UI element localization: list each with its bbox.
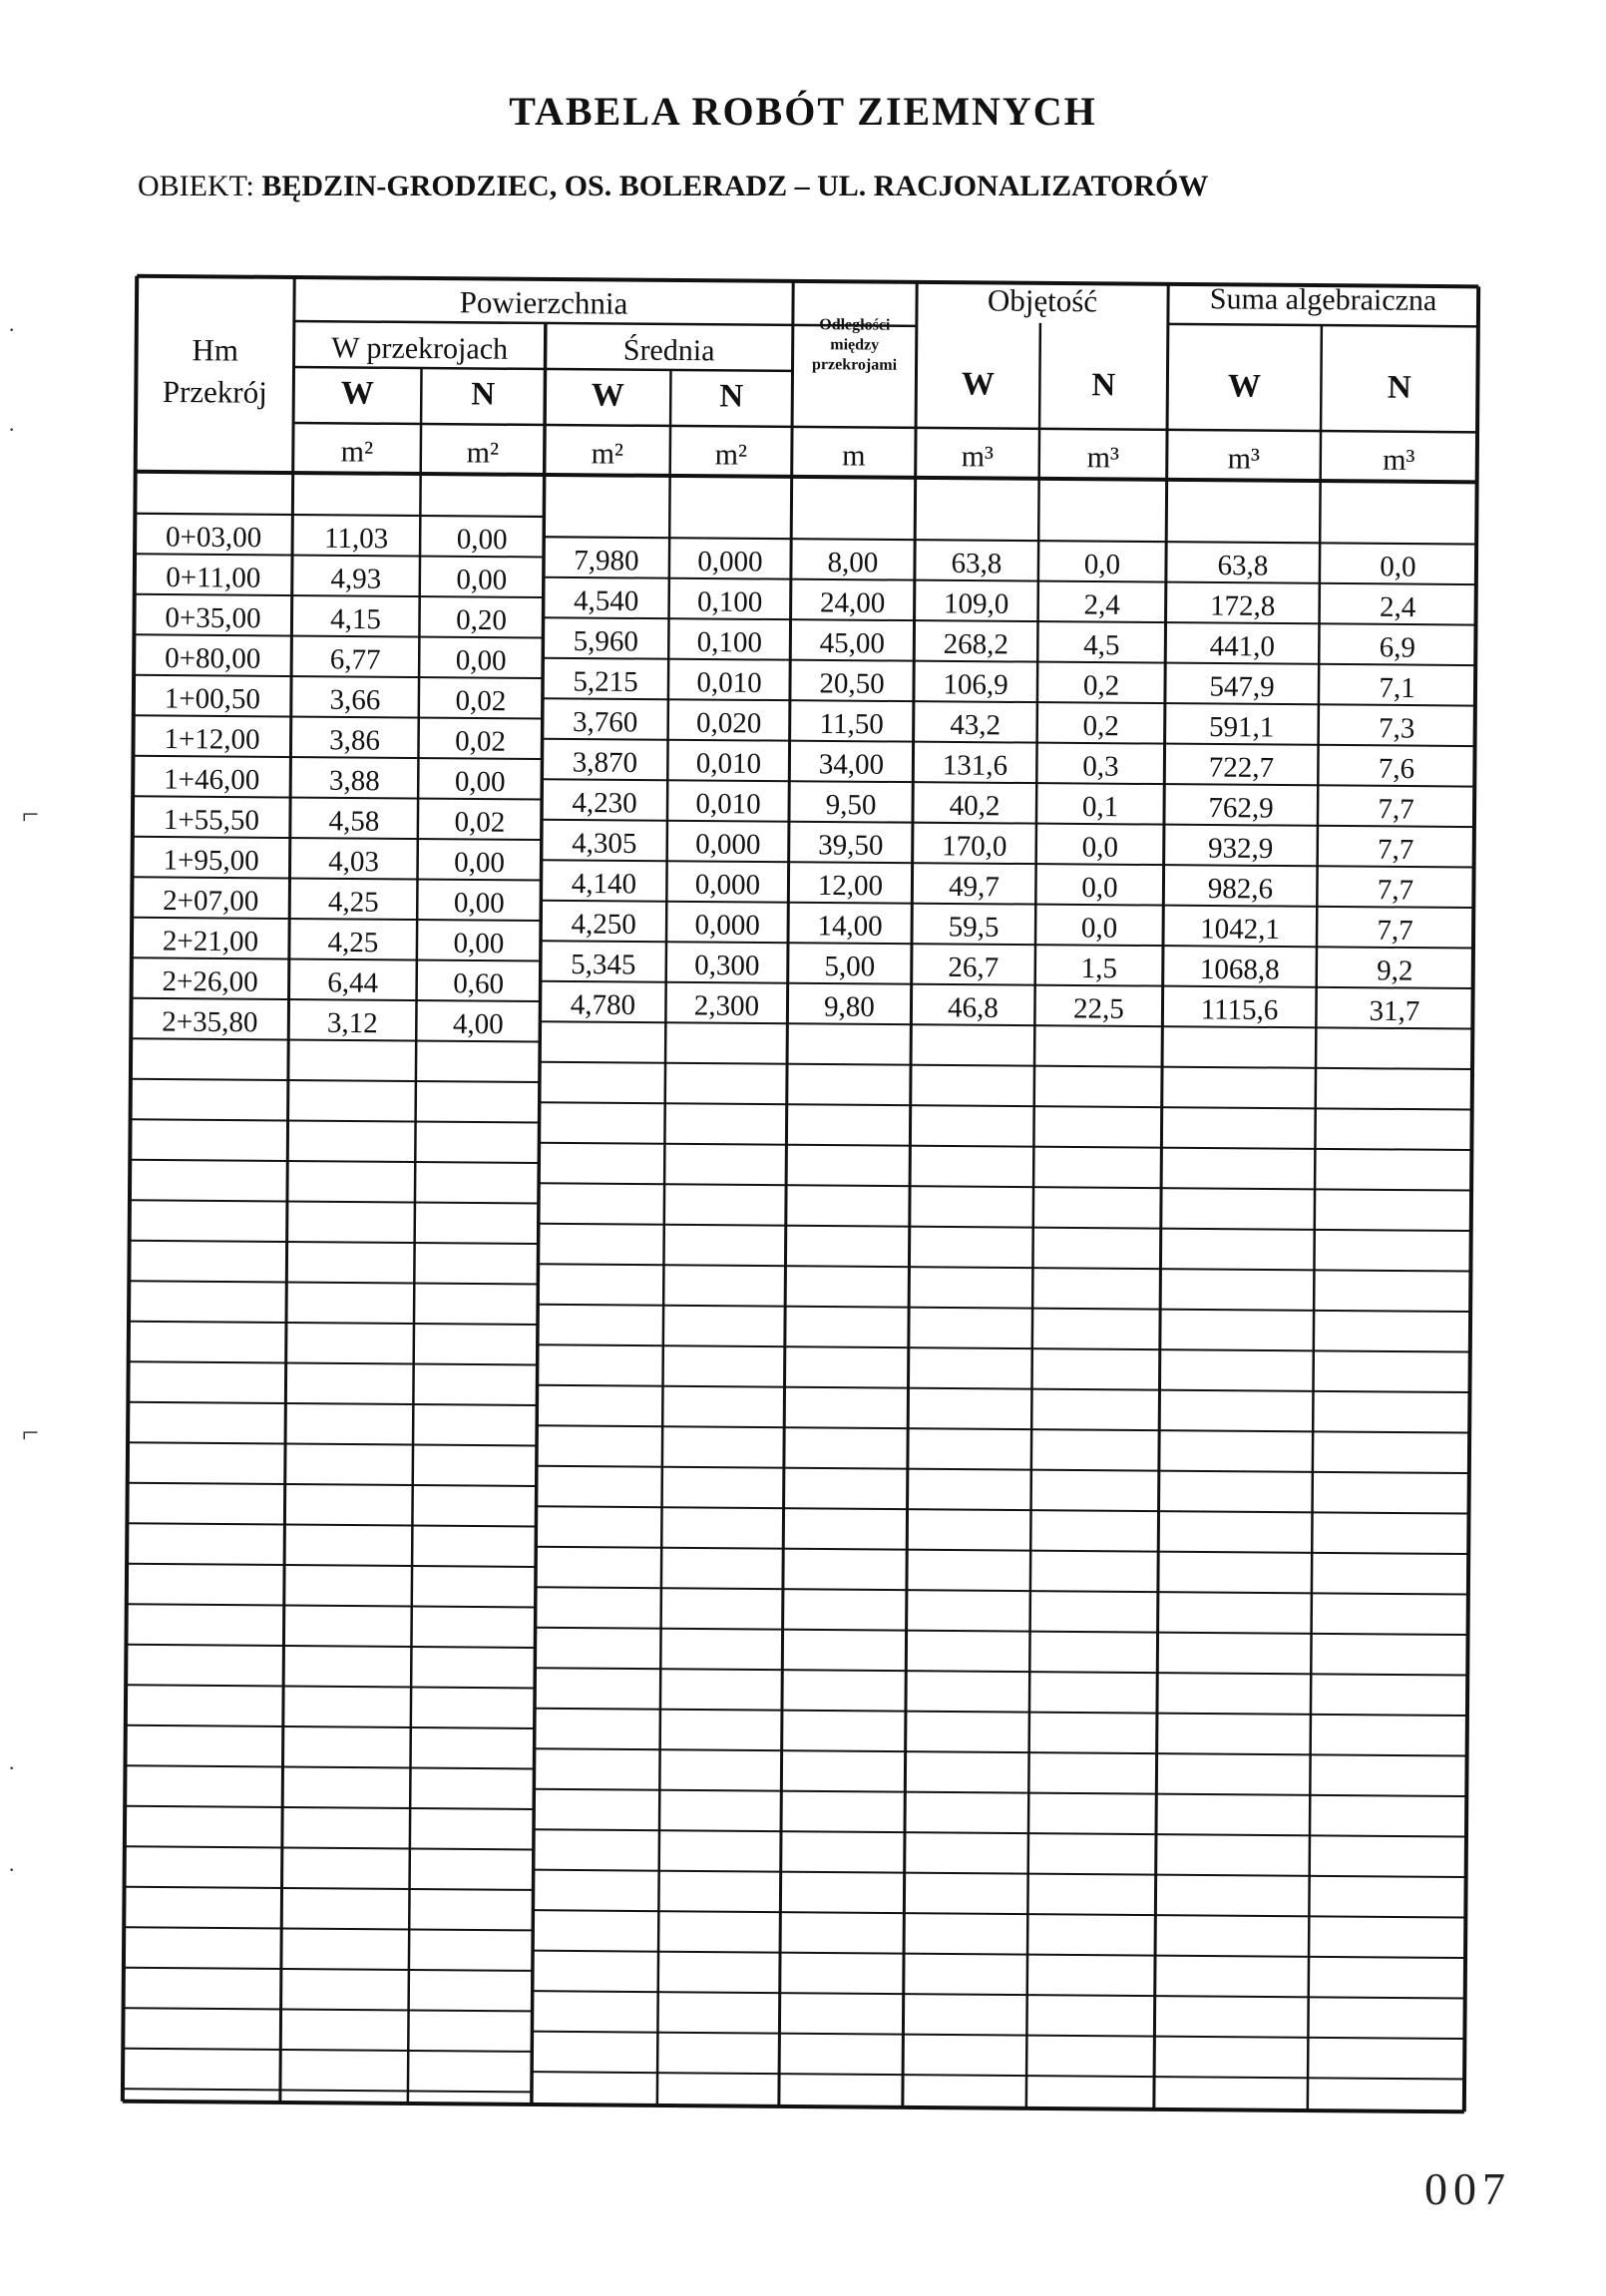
cell-volume-w: 170,0	[942, 830, 1007, 863]
cell-area-n: 0,00	[453, 927, 505, 960]
row-line	[542, 860, 1474, 867]
header-w-col: W	[591, 377, 624, 414]
cell-volume-n: 22,5	[1072, 992, 1124, 1025]
row-line	[533, 1951, 1465, 1958]
row-line	[538, 1344, 1470, 1351]
row-line	[130, 1241, 539, 1244]
cell-sum-n: 7,3	[1378, 712, 1415, 745]
cell-volume-n: 0,0	[1081, 831, 1119, 864]
cell-volume-n: 0,0	[1081, 871, 1118, 905]
cell-volume-w: 49,7	[948, 870, 1000, 904]
row-line	[544, 617, 1476, 624]
unit-m3: m³	[961, 440, 995, 474]
cell-area-w: 3,66	[329, 683, 381, 717]
cell-hm: 1+12,00	[164, 722, 260, 756]
row-line	[540, 1062, 1472, 1069]
cell-area-n: 4,00	[452, 1007, 504, 1041]
cell-hm: 0+03,00	[165, 521, 262, 555]
row-line	[126, 1725, 535, 1728]
cell-volume-n: 0,3	[1082, 750, 1119, 783]
cell-mean-n: 0,010	[695, 747, 762, 780]
row-line	[534, 1870, 1466, 1877]
row-line	[124, 1968, 533, 1971]
cell-hm: 0+11,00	[166, 562, 261, 594]
cell-area-n: 0,20	[456, 603, 508, 637]
header-w-col: W	[1227, 368, 1262, 405]
cell-area-w: 6,77	[329, 643, 381, 676]
header-miedzy: między	[830, 336, 880, 354]
row-line	[126, 1645, 535, 1648]
cell-sum-n: 6,9	[1379, 631, 1416, 664]
row-line	[130, 1200, 539, 1203]
row-line	[535, 1748, 1467, 1755]
cell-sum-w: 591,1	[1208, 710, 1275, 744]
cell-sum-w: 63,8	[1217, 550, 1269, 582]
row-line	[532, 2072, 1464, 2079]
cell-mean-w: 7,980	[574, 544, 639, 577]
row-line	[533, 1991, 1465, 1998]
cell-volume-w: 40,2	[949, 789, 1001, 823]
header-w-col: W	[961, 366, 996, 403]
row-line	[542, 779, 1474, 786]
cell-area-n: 0,00	[456, 564, 508, 596]
cell-mean-w: 4,140	[571, 867, 637, 901]
row-line	[127, 1523, 536, 1526]
cell-sum-w: 982,6	[1207, 872, 1274, 906]
row-line	[543, 698, 1475, 705]
row-line	[127, 1604, 536, 1607]
header-line	[294, 367, 793, 371]
cell-mean-w: 5,345	[571, 948, 636, 981]
row-line	[539, 1143, 1471, 1150]
cell-area-n: 0,00	[454, 765, 506, 799]
row-line	[128, 1483, 537, 1486]
cell-sum-n: 9,2	[1377, 955, 1413, 987]
cell-volume-w: 59,5	[948, 911, 1000, 944]
row-line	[129, 1281, 538, 1284]
cell-sum-w: 172,8	[1209, 589, 1276, 622]
header-hm: Hm	[192, 332, 239, 368]
cell-sum-w: 547,9	[1209, 670, 1275, 703]
header-odleglosci: Odległości	[819, 316, 891, 334]
cell-distance: 9,50	[825, 788, 877, 822]
column-line	[1154, 284, 1168, 2109]
cell-sum-n: 7,7	[1378, 833, 1414, 867]
cell-volume-w: 109,0	[943, 587, 1009, 620]
cell-area-n: 0,02	[455, 684, 507, 718]
unit-m3: m³	[1227, 442, 1261, 476]
row-line	[543, 658, 1475, 665]
cell-mean-n: 0,000	[697, 545, 763, 578]
column-line	[1026, 323, 1040, 2108]
cell-mean-n: 0,000	[694, 868, 761, 902]
header-n-col: N	[1387, 369, 1411, 406]
scan-mark: ⌐	[22, 798, 39, 831]
row-line	[129, 1322, 538, 1325]
cell-area-w: 4,15	[330, 602, 382, 636]
cell-volume-n: 0,0	[1080, 912, 1118, 945]
row-line	[127, 1564, 536, 1567]
cell-mean-n: 0,010	[695, 787, 761, 821]
row-line	[540, 1021, 1472, 1028]
row-line	[124, 1927, 533, 1930]
column-line	[280, 277, 294, 2103]
row-line	[124, 2008, 533, 2011]
header-line	[293, 423, 1477, 432]
page-title: TABELA ROBÓT ZIEMNYCH	[509, 89, 1097, 134]
cell-volume-n: 0,1	[1081, 790, 1119, 824]
unit-m: m	[842, 439, 866, 473]
unit-m3: m³	[1086, 441, 1120, 475]
column-line	[408, 368, 422, 2104]
cell-sum-w: 1115,6	[1200, 993, 1279, 1027]
cell-hm: 2+07,00	[163, 884, 259, 918]
cell-volume-w: 131,6	[942, 749, 1008, 782]
cell-volume-w: 63,8	[951, 547, 1003, 580]
cell-mean-w: 4,230	[572, 786, 637, 820]
cell-volume-w: 26,7	[948, 951, 1000, 984]
row-line	[538, 1385, 1470, 1392]
row-line	[537, 1425, 1469, 1432]
cell-mean-n: 0,000	[694, 909, 760, 942]
header-w-przekrojach: W przekrojach	[331, 331, 509, 366]
cell-sum-n: 7,1	[1379, 671, 1415, 705]
cell-volume-n: 0,2	[1082, 669, 1120, 702]
table-border	[1464, 286, 1478, 2111]
row-line	[544, 537, 1476, 544]
table-border	[123, 276, 137, 2102]
cell-volume-n: 4,5	[1083, 628, 1120, 662]
cell-area-w: 4,25	[327, 926, 379, 959]
cell-mean-n: 0,020	[695, 706, 762, 740]
object-prefix: OBIEKT:	[138, 170, 254, 202]
cell-area-n: 0,00	[454, 846, 506, 880]
row-line	[535, 1709, 1467, 1716]
scan-mark: ⌐	[22, 1416, 39, 1449]
row-line	[544, 577, 1476, 584]
cell-sum-n: 7,7	[1377, 874, 1414, 907]
cell-sum-w: 441,0	[1209, 629, 1276, 663]
cell-hm: 1+00,50	[164, 682, 261, 716]
cell-distance: 24,00	[819, 586, 886, 619]
row-line	[126, 1765, 535, 1768]
cell-mean-w: 5,215	[573, 665, 638, 698]
cell-area-w: 3,88	[328, 764, 380, 798]
header-n-col: N	[471, 376, 496, 413]
row-line	[532, 2032, 1464, 2039]
cell-mean-w: 4,250	[571, 908, 636, 941]
row-line	[131, 1079, 540, 1082]
header-n-col: N	[1091, 367, 1116, 404]
cell-area-n: 0,02	[455, 725, 507, 758]
cell-volume-w: 46,8	[947, 991, 999, 1024]
unit-m2: m²	[714, 438, 748, 472]
row-line	[536, 1547, 1468, 1554]
row-line	[135, 514, 544, 517]
row-line	[125, 1806, 534, 1809]
cell-hm: 1+95,00	[163, 844, 259, 878]
header-przekroj: Przekrój	[162, 373, 267, 410]
cell-distance: 8,00	[827, 546, 879, 579]
cell-area-w: 11,03	[323, 522, 389, 556]
header-suma: Suma algebraiczna	[1209, 282, 1437, 318]
row-line	[123, 2089, 532, 2092]
row-line	[537, 1466, 1469, 1473]
cell-area-n: 0,00	[453, 887, 505, 920]
header-w-col: W	[340, 375, 374, 412]
cell-sum-w: 1068,8	[1199, 953, 1280, 986]
column-line	[657, 370, 671, 2105]
row-line	[539, 1183, 1471, 1190]
cell-distance: 11,50	[819, 707, 884, 741]
cell-area-w: 3,86	[329, 724, 381, 757]
cell-volume-w: 268,2	[943, 627, 1009, 661]
cell-volume-w: 106,9	[943, 668, 1008, 701]
row-line	[541, 941, 1473, 948]
row-line	[541, 901, 1473, 908]
cell-area-n: 0,60	[453, 967, 505, 1000]
cell-sum-n: 31,7	[1369, 994, 1420, 1028]
cell-area-n: 0,00	[456, 523, 508, 557]
row-line	[539, 1224, 1471, 1231]
row-line	[540, 1102, 1472, 1109]
row-line	[129, 1361, 538, 1364]
row-line	[128, 1402, 537, 1405]
cell-hm: 1+46,00	[164, 763, 260, 797]
cell-mean-n: 0,010	[696, 666, 762, 699]
cell-sum-n: 7,7	[1377, 914, 1413, 948]
row-line	[131, 1119, 540, 1122]
row-line	[536, 1628, 1468, 1635]
row-line	[537, 1506, 1469, 1513]
row-line	[123, 2049, 532, 2052]
cell-distance: 14,00	[817, 910, 883, 943]
object-name: BĘDZIN-GRODZIEC, OS. BOLERADZ – UL. RACJONALIZATORÓW	[261, 170, 1209, 202]
unit-m3: m³	[1383, 443, 1415, 477]
cell-sum-w: 1042,1	[1200, 913, 1281, 947]
cell-mean-w: 3,870	[572, 746, 638, 779]
cell-mean-n: 0,000	[695, 828, 761, 861]
header-n-col: N	[719, 378, 744, 415]
cell-sum-w: 932,9	[1208, 832, 1274, 865]
cell-sum-n: 2,4	[1379, 590, 1416, 624]
cell-volume-n: 0,0	[1083, 548, 1121, 581]
cell-sum-n: 7,6	[1378, 752, 1415, 786]
row-line	[538, 1264, 1470, 1271]
cell-hm: 2+26,00	[162, 964, 258, 998]
cell-distance: 20,50	[819, 667, 885, 700]
unit-m2: m²	[340, 435, 374, 469]
cell-area-n: 0,00	[455, 644, 507, 677]
cell-sum-n: 0,0	[1380, 551, 1416, 583]
cell-mean-n: 0,300	[694, 949, 760, 982]
row-line	[126, 1685, 535, 1688]
cell-mean-w: 4,780	[570, 988, 636, 1021]
column-line	[903, 282, 917, 2107]
column-line	[532, 323, 546, 2105]
cell-mean-n: 0,100	[696, 625, 763, 659]
row-line	[125, 1846, 534, 1849]
cell-mean-w: 3,760	[572, 705, 638, 739]
cell-area-w: 4,25	[327, 886, 379, 919]
header-powierzchnia: Powierzchnia	[459, 284, 628, 321]
row-line	[533, 1910, 1465, 1917]
table-border	[123, 2102, 1464, 2112]
column-line	[1308, 325, 1322, 2110]
row-line	[541, 981, 1473, 988]
row-line	[543, 739, 1475, 746]
cell-distance: 5,00	[824, 950, 876, 983]
cell-sum-w: 722,7	[1208, 751, 1275, 784]
cell-mean-n: 2,300	[693, 989, 760, 1022]
cell-hm: 2+21,00	[162, 925, 259, 958]
cell-distance: 39,50	[818, 829, 884, 862]
cell-hm: 1+55,50	[163, 803, 260, 837]
cell-distance: 12,00	[817, 869, 884, 903]
cell-volume-n: 0,2	[1082, 709, 1119, 743]
header-srednia: Średnia	[622, 333, 715, 368]
cell-volume-n: 1,5	[1080, 952, 1118, 985]
header-objetosc: Objętość	[987, 282, 1098, 319]
row-line	[125, 1887, 534, 1890]
row-line	[535, 1668, 1467, 1675]
row-line	[538, 1305, 1470, 1312]
row-line	[534, 1829, 1466, 1836]
row-line	[536, 1587, 1468, 1594]
row-line	[534, 1789, 1466, 1796]
cell-area-w: 4,58	[328, 805, 380, 838]
cell-distance: 9,80	[823, 990, 875, 1023]
header-przekrojami: przekrojami	[811, 356, 898, 374]
cell-mean-w: 5,960	[573, 624, 639, 658]
cell-hm: 2+35,80	[162, 1005, 258, 1039]
header-line	[136, 472, 1477, 483]
cell-hm: 0+80,00	[165, 641, 261, 675]
cell-area-w: 4,93	[330, 563, 382, 595]
unit-m2: m²	[466, 436, 500, 470]
page-number: 007	[1424, 2163, 1511, 2214]
cell-area-w: 4,03	[328, 845, 380, 879]
cell-mean-w: 4,305	[572, 827, 637, 860]
header-line	[1168, 324, 1478, 326]
cell-area-w: 6,44	[327, 966, 379, 999]
cell-sum-w: 762,9	[1208, 791, 1274, 825]
unit-m2: m²	[591, 437, 624, 471]
row-line	[542, 820, 1474, 827]
scan-mark: ·	[8, 1857, 16, 1882]
cell-volume-w: 43,2	[950, 708, 1002, 742]
cell-distance: 45,00	[819, 626, 886, 660]
cell-area-n: 0,02	[454, 806, 506, 839]
row-line	[130, 1160, 539, 1163]
cell-mean-w: 4,540	[573, 584, 639, 617]
cell-volume-n: 2,4	[1083, 588, 1120, 621]
cell-distance: 34,00	[818, 748, 885, 781]
cell-sum-n: 7,7	[1378, 793, 1414, 826]
cell-area-w: 3,12	[326, 1006, 378, 1040]
scan-mark: ·	[8, 317, 16, 342]
scan-mark: ·	[8, 1755, 16, 1780]
column-line	[779, 281, 793, 2106]
cell-hm: 0+35,00	[165, 601, 261, 635]
row-line	[128, 1442, 537, 1445]
scan-mark: ·	[8, 417, 16, 442]
cell-mean-n: 0,100	[696, 585, 763, 618]
